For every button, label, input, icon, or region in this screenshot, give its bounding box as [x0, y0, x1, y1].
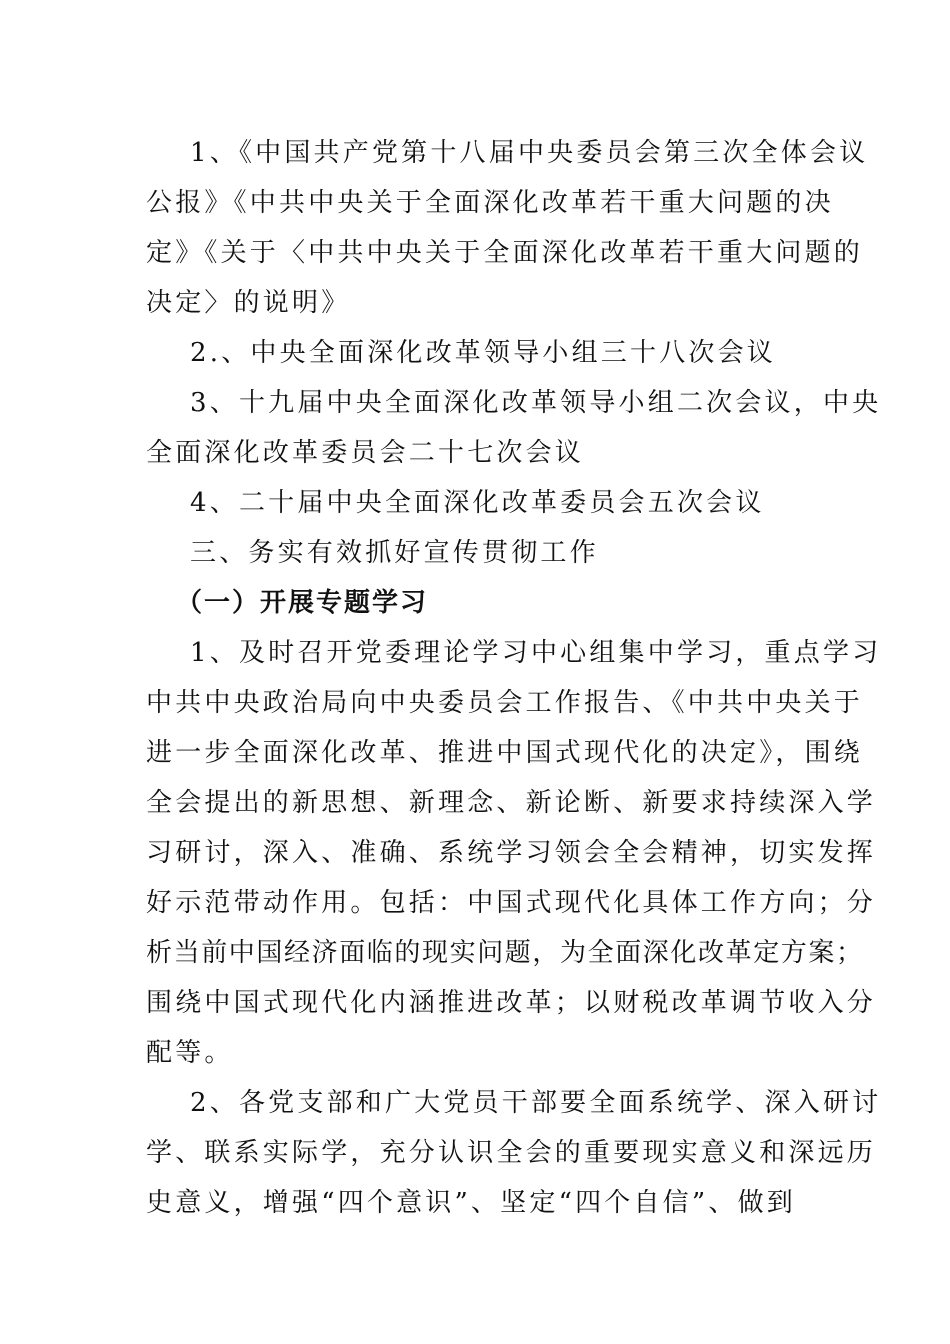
text-line: 进一步全面深化改革、推进中国式现代化的决定》，围绕 — [146, 738, 864, 768]
text-line: 4、二十届中央全面深化改革委员会五次会议 — [190, 488, 765, 518]
text-line: 学、联系实际学，充分认识全会的重要现实意义和深远历 — [146, 1138, 877, 1168]
text-line: 全面深化改革委员会二十七次会议 — [146, 438, 585, 468]
paragraph-study-1 — [146, 628, 882, 1078]
text-line: 3、十九届中央全面深化改革领导小组二次会议，中央 — [190, 388, 882, 418]
text-line: 2、各党支部和广大党员干部要全面系统学、深入研讨 — [190, 1088, 882, 1118]
list-item-1 — [146, 128, 869, 328]
text-line: （一）开展专题学习 — [176, 588, 429, 618]
text-line: 2.、中央全面深化改革领导小组三十八次会议 — [190, 338, 777, 368]
text-line: 决定〉的说明》 — [146, 288, 351, 318]
list-item-2 — [146, 328, 794, 378]
text-line: 全会提出的新思想、新理念、新论断、新要求持续深入学 — [146, 788, 877, 818]
text-line: 中共中央政治局向中央委员会工作报告、《中共中央关于 — [146, 688, 864, 718]
text-line: 配等。 — [146, 1038, 234, 1068]
text-line: 围绕中国式现代化内涵推进改革；以财税改革调节收入分 — [146, 988, 877, 1018]
text-line: 习研讨，深入、准确、系统学习领会全会精神，切实发挥 — [146, 838, 877, 868]
subsection-heading — [146, 578, 794, 628]
text-line: 定》《关于〈中共中央关于全面深化改革若干重大问题的 — [146, 238, 864, 268]
text-line: 1、及时召开党委理论学习中心组集中学习，重点学习 — [190, 638, 882, 668]
paragraph-study-2 — [146, 1078, 882, 1228]
text-line: 公报》《中共中央关于全面深化改革若干重大问题的决 — [146, 188, 834, 218]
text-line: 三、务实有效抓好宣传贯彻工作 — [190, 538, 599, 568]
section-heading — [146, 528, 794, 578]
list-item-4 — [146, 478, 794, 528]
document-body — [146, 128, 882, 1228]
list-item-3 — [146, 378, 882, 478]
text-line: 1、《中国共产党第十八届中央委员会第三次全体会议 — [190, 138, 869, 168]
text-line: 好示范带动作用。包括：中国式现代化具体工作方向；分 — [146, 888, 877, 918]
text-line: 史意义，增强“四个意识”、坚定“四个自信”、做到 — [146, 1188, 796, 1218]
text-line: 析当前中国经济面临的现实问题，为全面深化改革定方案； — [146, 938, 864, 968]
